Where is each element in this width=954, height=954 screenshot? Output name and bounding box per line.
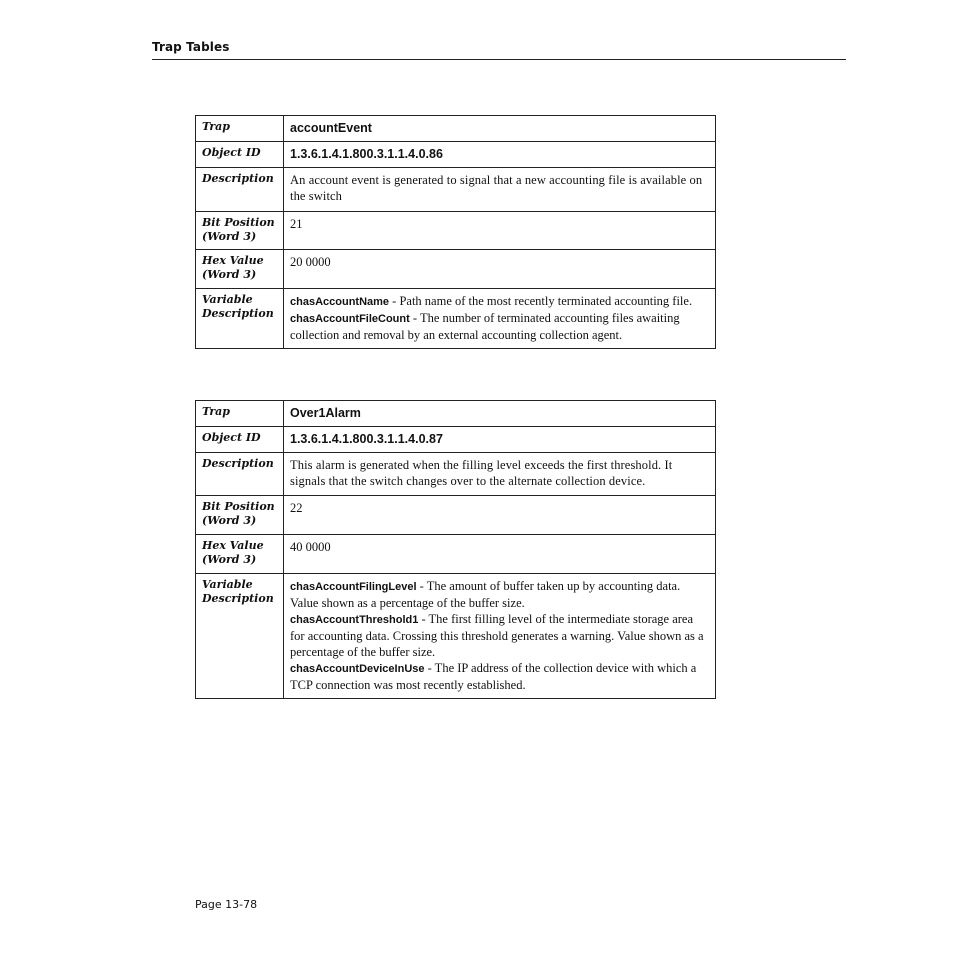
object-id-label: Object ID <box>196 142 284 168</box>
variable-description-label: Variable Description <box>196 289 284 349</box>
variable-description-row <box>196 289 716 349</box>
trap-row <box>196 116 716 142</box>
bit-position-value: 22 <box>284 496 716 535</box>
trap-table-over1alarm <box>195 400 716 699</box>
variable-name: chasAccountFilingLevel <box>290 581 417 593</box>
trap-table-account-event <box>195 115 716 349</box>
description-label: Description <box>196 168 284 212</box>
trap-value: Over1Alarm <box>284 401 716 427</box>
variable-entry <box>290 310 709 343</box>
variable-entry <box>290 660 709 693</box>
running-head: Trap Tables <box>152 40 230 54</box>
hex-value-row <box>196 250 716 289</box>
bit-position-label: Bit Position (Word 3) <box>196 496 284 535</box>
variable-text: - The number of terminated accounting files awaiting collection and removal by an external accounting collection agent. <box>290 311 680 342</box>
variable-name: chasAccountDeviceInUse <box>290 663 425 675</box>
bit-position-row <box>196 496 716 535</box>
object-id-label: Object ID <box>196 427 284 453</box>
variable-entry <box>290 578 709 611</box>
page-number: Page 13-78 <box>195 898 258 911</box>
variable-name: chasAccountThreshold1 <box>290 614 419 626</box>
variable-description-value <box>284 574 716 699</box>
hex-value-row <box>196 535 716 574</box>
description-label: Description <box>196 453 284 496</box>
trap-label: Trap <box>196 401 284 427</box>
object-id-row <box>196 142 716 168</box>
variable-description-row <box>196 574 716 699</box>
variable-text: - The amount of buffer taken up by accounting data. Value shown as a percentage of the buffer size. <box>290 579 681 610</box>
hex-value-label: Hex Value (Word 3) <box>196 250 284 289</box>
description-value: This alarm is generated when the filling level exceeds the first threshold. It signals that the switch changes over to the alternate collection device. <box>284 453 716 496</box>
header-rule <box>152 59 846 60</box>
object-id-value: 1.3.6.1.4.1.800.3.1.1.4.0.86 <box>284 142 716 168</box>
variable-text: - The IP address of the collection device with which a TCP connection was most recently established. <box>290 661 697 692</box>
description-row <box>196 168 716 212</box>
bit-position-value: 21 <box>284 212 716 250</box>
bit-position-label: Bit Position (Word 3) <box>196 212 284 250</box>
variable-name: chasAccountFileCount <box>290 313 410 325</box>
hex-value-value: 20 0000 <box>284 250 716 289</box>
hex-value-label: Hex Value (Word 3) <box>196 535 284 574</box>
variable-entry <box>290 293 709 310</box>
trap-label: Trap <box>196 116 284 142</box>
variable-text: - Path name of the most recently terminated accounting file. <box>389 294 693 308</box>
variable-text: - The first filling level of the intermediate storage area for accounting data. Crossing this threshold generates a warning. Value shown as a percentage of the buffer size. <box>290 612 704 659</box>
trap-value: accountEvent <box>284 116 716 142</box>
bit-position-row <box>196 212 716 250</box>
trap-row <box>196 401 716 427</box>
variable-description-value <box>284 289 716 349</box>
variable-name: chasAccountName <box>290 296 390 308</box>
description-value: An account event is generated to signal that a new accounting file is available on the switch <box>284 168 716 212</box>
description-row <box>196 453 716 496</box>
object-id-value: 1.3.6.1.4.1.800.3.1.1.4.0.87 <box>284 427 716 453</box>
variable-description-label: Variable Description <box>196 574 284 699</box>
object-id-row <box>196 427 716 453</box>
hex-value-value: 40 0000 <box>284 535 716 574</box>
variable-entry <box>290 611 709 660</box>
